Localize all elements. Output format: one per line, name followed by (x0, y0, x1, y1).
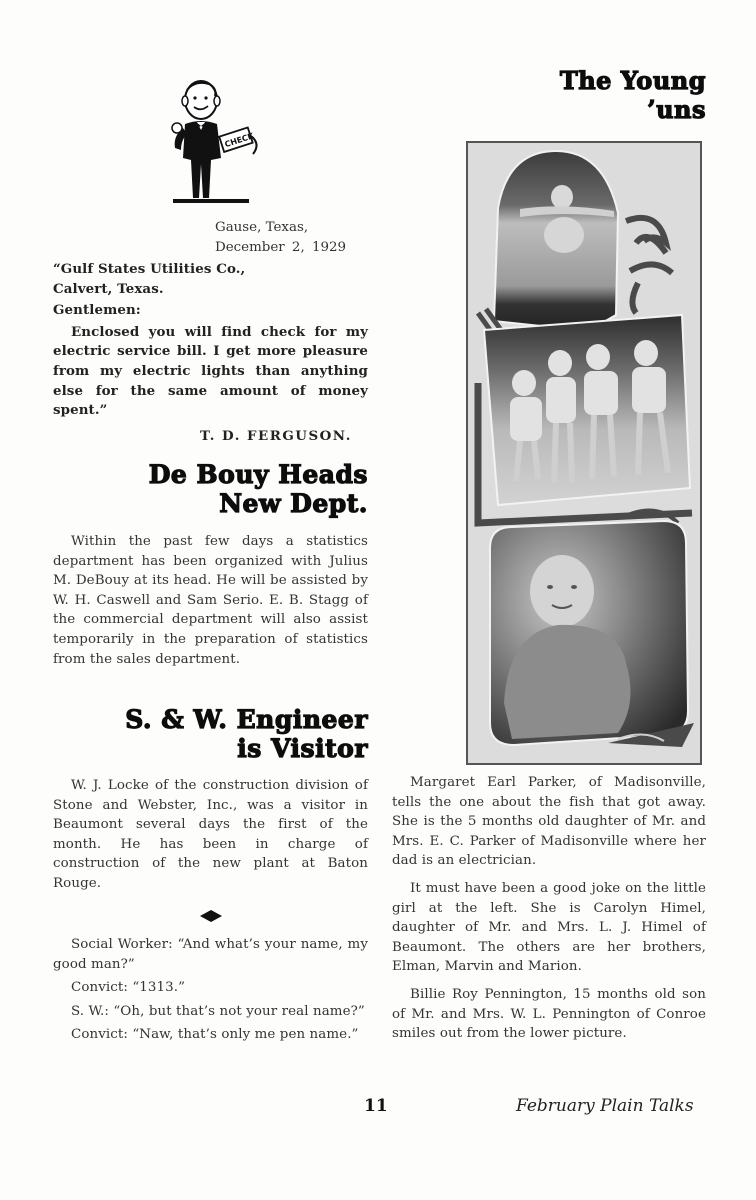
cartoon-man-holding-check-icon (165, 78, 265, 208)
toddler-boy-photo (490, 521, 688, 745)
debouy-headline-line-1: De Bouy Heads (148, 460, 368, 489)
young-uns-headline-line-2: ’uns (647, 95, 706, 124)
dateline-place: Gause, Texas, (215, 220, 309, 235)
ribbon-ornament-icon (626, 218, 672, 313)
photo-montage (466, 141, 702, 765)
young-uns-captions (392, 773, 706, 1044)
letter-body: Enclosed you will find check for my electric service bill. I get more pleasure from my electric lights than anything else for the same amount of money spent.” (53, 323, 368, 419)
four-children-photo (484, 315, 690, 505)
debouy-headline (53, 460, 368, 518)
engineer-headline (53, 705, 368, 763)
letter-address-line-1: “Gulf States Utilities Co., (53, 261, 246, 277)
debouy-article-text: Within the past few days a statistics department has been organized with Julius M. DeBouy at its head. He will be assisted by W. H. Caswell and Sam Serio. E. B. Stagg of the commercial department will also assist temporarily in the preparation of statistics from the sales department. (53, 534, 368, 667)
joke-line: Convict: “Naw, that’s only me pen name.” (71, 1027, 359, 1043)
caption-pennington: Billie Roy Pennington, 15 months old son of Mr. and Mrs. W. L. Pennington of Conroe smiles out from the lower picture. (392, 986, 706, 1042)
joke-block (53, 935, 368, 1045)
joke-line: Social Worker: “And what’s your name, my good man?” (53, 937, 368, 972)
debouy-article-body (53, 532, 368, 669)
young-uns-headline (470, 66, 706, 124)
page-number: 11 (364, 1096, 388, 1116)
young-uns-headline-line-1: The Young (559, 66, 706, 95)
cartoon-man-illustration (165, 78, 265, 208)
engineer-article-text: W. J. Locke of the construction division of Stone and Webster, Inc., was a visitor in Beaumont several days the first of the month. He has been in charge of construction of the new plant at Baton Rouge. (53, 778, 368, 891)
debouy-headline-line-2: New Dept. (219, 489, 368, 518)
dateline-date: December 2, 1929 (215, 239, 347, 255)
caption-himel: It must have been a good joke on the little girl at the left. She is Carolyn Himel, daughter of Mr. and Mrs. L. J. Himel of Beaumont. The others are her brothers, Elman, Marvin and Marion. (392, 880, 706, 975)
letter-salutation: Gentlemen: (53, 302, 141, 319)
letter-signature: T. D. FERGUSON. (200, 428, 352, 444)
engineer-headline-line-1: S. & W. Engineer (125, 705, 368, 734)
engineer-article-body (53, 776, 368, 894)
joke-line: S. W.: “Oh, but that’s not your real name?” (71, 1003, 365, 1019)
caption-parker: Margaret Earl Parker, of Madisonville, tells the one about the fish that got away. She is the 5 months old daughter of Mr. and Mrs. E. C. Parker of Madisonville where her dad is an electrician. (392, 775, 706, 869)
joke-line: Convict: “1313.” (71, 980, 186, 996)
letter-address-line-2: Calvert, Texas. (53, 280, 164, 297)
letter-body-block (53, 260, 368, 421)
check-label: CHECK (223, 131, 256, 150)
engineer-headline-line-2: is Visitor (237, 734, 368, 763)
baby-girl-photo (494, 151, 618, 331)
diamond-ornament-icon (200, 907, 222, 919)
letter-dateline (215, 218, 375, 257)
publication-title: February Plain Talks (516, 1096, 694, 1116)
